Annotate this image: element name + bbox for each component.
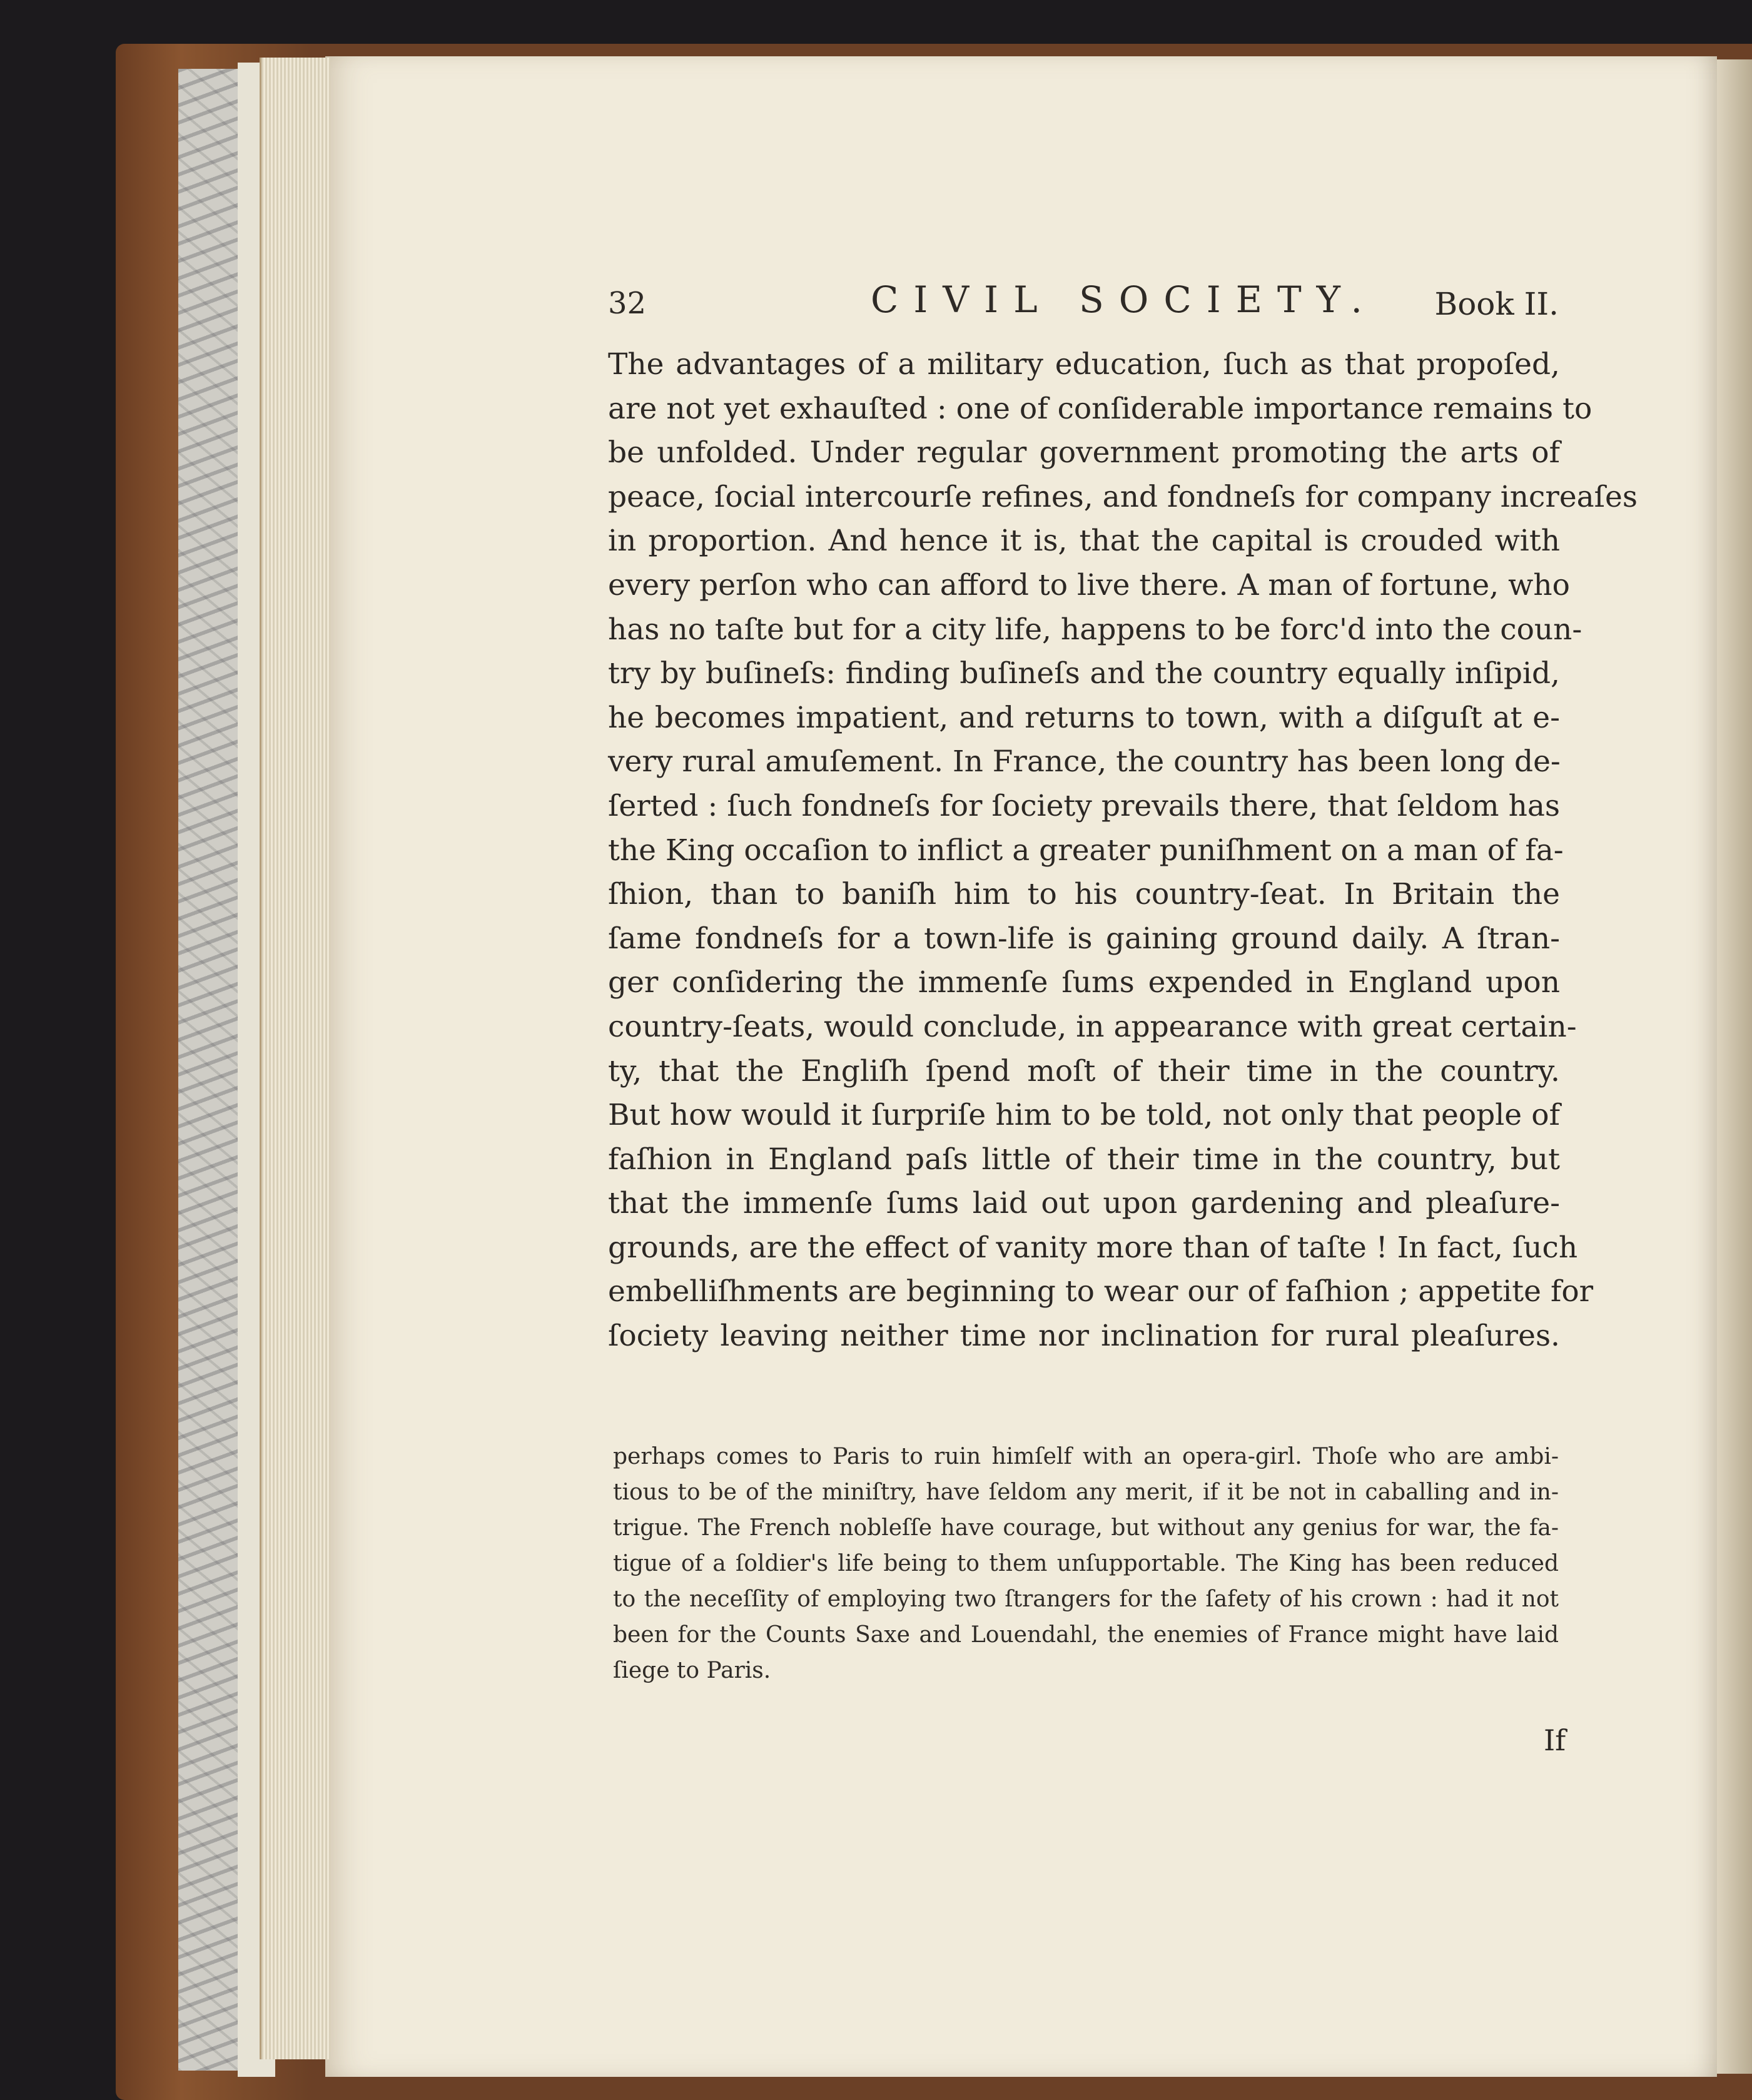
- page-edges: [260, 58, 330, 2059]
- body-line: peace, ſocial intercourſe refines, and fondneſs for company increaſes: [608, 479, 1638, 514]
- body-line: try by buſineſs: finding buſineſs and the country equally inſipid,: [608, 656, 1560, 691]
- body-line: faſhion in England paſs little of their time in the country, but: [608, 1142, 1560, 1177]
- footnote-line: perhaps comes to Paris to ruin himſelf with an opera-girl. Thoſe who are ambi-: [613, 1444, 1559, 1469]
- footnote-line: been for the Counts Saxe and Louendahl, the enemies of France might have laid: [613, 1622, 1559, 1648]
- body-line: very rural amuſement. In France, the country has been long de-: [608, 744, 1561, 779]
- body-line: ger conſidering the immenſe ſums expended in England upon: [608, 965, 1560, 1000]
- footnote-line: tious to be of the miniſtry, have ſeldom any merit, if it be not in caballing and in-: [613, 1479, 1559, 1505]
- footnote-line: to the neceſſity of employing two ſtrangers for the ſafety of his crown : had it not: [613, 1586, 1559, 1612]
- footnote-line: ſiege to Paris.: [613, 1658, 771, 1683]
- running-title: CIVIL SOCIETY.: [871, 278, 1377, 321]
- body-line: ſhion, than to baniſh him to his country-ſeat. In Britain the: [608, 877, 1560, 912]
- body-line: ſerted : ſuch fondneſs for ſociety prevails there, that ſeldom has: [608, 788, 1560, 823]
- footnote: [613, 1439, 1559, 1688]
- body-line: every perſon who can afford to live there. A man of fortune, who: [608, 567, 1570, 602]
- body-line: ſociety leaving neither time nor inclination for rural pleaſures.: [608, 1319, 1560, 1354]
- body-line: embelliſhments are beginning to wear our of faſhion ; appetite for: [608, 1274, 1594, 1309]
- body-line: that the immenſe ſums laid out upon gardening and pleaſure-: [608, 1186, 1560, 1221]
- body-line: grounds, are the effect of vanity more than of taſte ! In fact, ſuch: [608, 1230, 1578, 1265]
- body-line: country-ſeats, would conclude, in appearance with great certain-: [608, 1009, 1577, 1044]
- page-number: 32: [608, 286, 647, 321]
- running-header: [608, 278, 1559, 328]
- book-label: Book II.: [1434, 286, 1559, 322]
- body-line: The advantages of a military education, ſuch as that propoſed,: [608, 347, 1560, 382]
- catchword: If: [1544, 1723, 1566, 1757]
- body-line: ty, that the Engliſh ſpend moſt of their time in the country.: [608, 1053, 1560, 1088]
- body-line: has no taſte but for a city life, happens to be forc'd into the coun-: [608, 612, 1582, 647]
- body-text: [608, 343, 1638, 1359]
- body-line: he becomes impatient, and returns to town, with a diſguſt at e-: [608, 700, 1560, 735]
- footnote-line: tigue of a ſoldier's life being to them unſupportable. The King has been reduced: [613, 1551, 1559, 1576]
- body-line: be unfolded. Under regular government promoting the arts of: [608, 435, 1560, 470]
- body-line: the King occaſion to inflict a greater puniſhment on a man of fa-: [608, 833, 1564, 868]
- body-line: in proportion. And hence it is, that the capital is crouded with: [608, 524, 1560, 559]
- body-line: But how would it ſurpriſe him to be told, not only that people of: [608, 1098, 1560, 1133]
- marbled-endpaper: [178, 69, 240, 2071]
- body-line: ſame fondneſs for a town-life is gaining ground daily. A ſtran-: [608, 921, 1560, 956]
- page-right-edge: [1717, 59, 1752, 2074]
- footnote-line: trigue. The French nobleſſe have courage, but without any genius for war, the fa-: [613, 1515, 1559, 1541]
- body-line: are not yet exhauſted : one of conſiderable importance remains to: [608, 391, 1592, 426]
